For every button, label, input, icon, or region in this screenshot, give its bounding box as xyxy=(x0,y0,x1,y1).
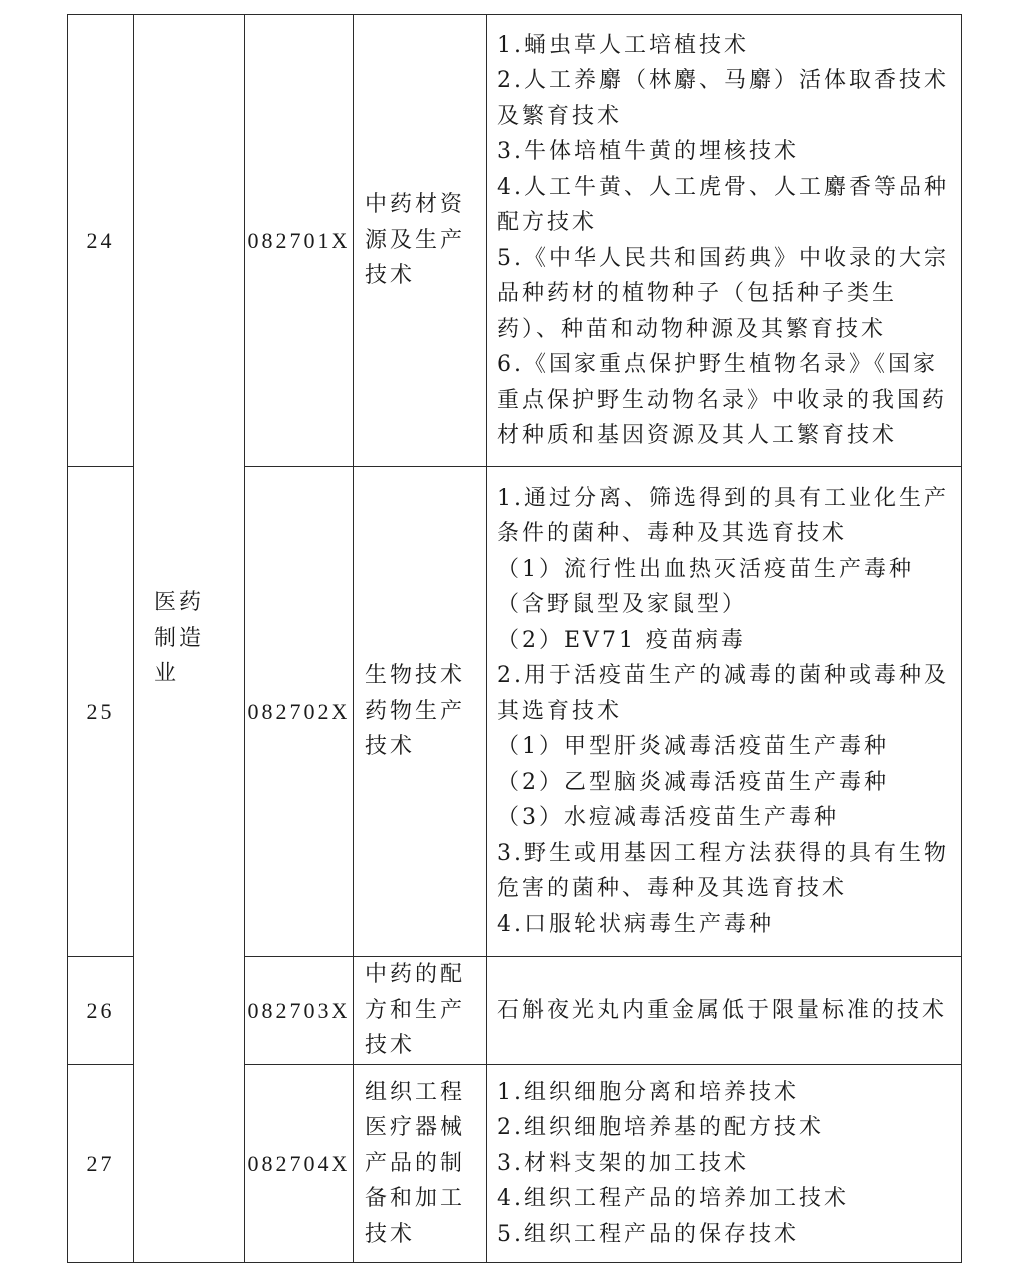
scope-item: 1.通过分离、筛选得到的具有工业化生产条件的菌种、毒种及其选育技术 xyxy=(497,485,949,547)
scope-item: 2.组织细胞培养基的配方技术 xyxy=(497,1115,824,1140)
row-number: 25 xyxy=(68,467,134,957)
tech-code: 082702X xyxy=(245,467,354,957)
scope-item: 1.蛹虫草人工培植技术 xyxy=(497,32,749,58)
control-scope-cell xyxy=(487,15,962,467)
scope-item: 石斛夜光丸内重金属低于限量标准的技术 xyxy=(497,997,948,1023)
tech-name: 生物技术药物生产技术 xyxy=(354,467,487,957)
scope-item: 4.人工牛黄、人工虎骨、人工麝香等品种配方技术 xyxy=(497,174,949,235)
row-number: 27 xyxy=(68,1064,134,1263)
scope-item: 1.组织细胞分离和培养技术 xyxy=(497,1079,799,1105)
tech-name: 中药的配方和生产技术 xyxy=(354,957,487,1065)
tech-code: 082704X xyxy=(245,1064,354,1263)
scope-item: （1）甲型肝炎减毒活疫苗生产毒种 xyxy=(497,734,889,760)
control-scope-cell xyxy=(487,467,962,957)
scope-item: 2.人工养麝（林麝、马麝）活体取香技术及繁育技术 xyxy=(497,68,949,129)
scope-item: 5.《中华人民共和国药典》中收录的大宗品种药材的植物种子（包括种子类生药）、种苗和动物种源及其繁育技术 xyxy=(497,245,949,342)
scope-item: （1）流行性出血热灭活疫苗生产毒种（含野鼠型及家鼠型） xyxy=(497,556,914,618)
scope-item: （3）水痘减毒活疫苗生产毒种 xyxy=(497,805,839,831)
scope-item: 2.用于活疫苗生产的减毒的菌种或毒种及其选育技术 xyxy=(497,663,949,724)
tech-code: 082703X xyxy=(245,957,354,1065)
row-number: 26 xyxy=(68,957,134,1065)
scope-item: 3.野生或用基因工程方法获得的具有生物危害的菌种、毒种及其选育技术 xyxy=(497,840,949,902)
scope-item: 4.组织工程产品的培养加工技术 xyxy=(497,1186,849,1211)
tech-code: 082701X xyxy=(245,15,354,467)
scope-item: （2）乙型脑炎减毒活疫苗生产毒种 xyxy=(497,769,889,795)
control-scope-cell xyxy=(487,1064,962,1263)
scope-item: 3.材料支架的加工技术 xyxy=(497,1150,749,1176)
tech-name: 中药材资源及生产技术 xyxy=(354,15,487,467)
scope-item: 6.《国家重点保护野生植物名录》《国家重点保护野生动物名录》中收录的我国药材种质和基因资源及其人工繁育技术 xyxy=(497,352,948,448)
control-scope-cell xyxy=(487,957,962,1065)
scope-item: 5.组织工程产品的保存技术 xyxy=(497,1221,799,1247)
scope-item: 3.牛体培植牛黄的埋核技术 xyxy=(497,139,799,164)
table-row xyxy=(68,15,962,467)
row-number: 24 xyxy=(68,15,134,467)
scope-item: 4.口服轮状病毒生产毒种 xyxy=(497,911,774,937)
tech-name: 组织工程医疗器械产品的制备和加工技术 xyxy=(354,1064,487,1263)
scope-item: （2）EV71 疫苗病毒 xyxy=(497,627,746,653)
industry-cell: 医药制造业 xyxy=(134,15,245,1263)
tech-catalog-table xyxy=(67,14,962,1263)
